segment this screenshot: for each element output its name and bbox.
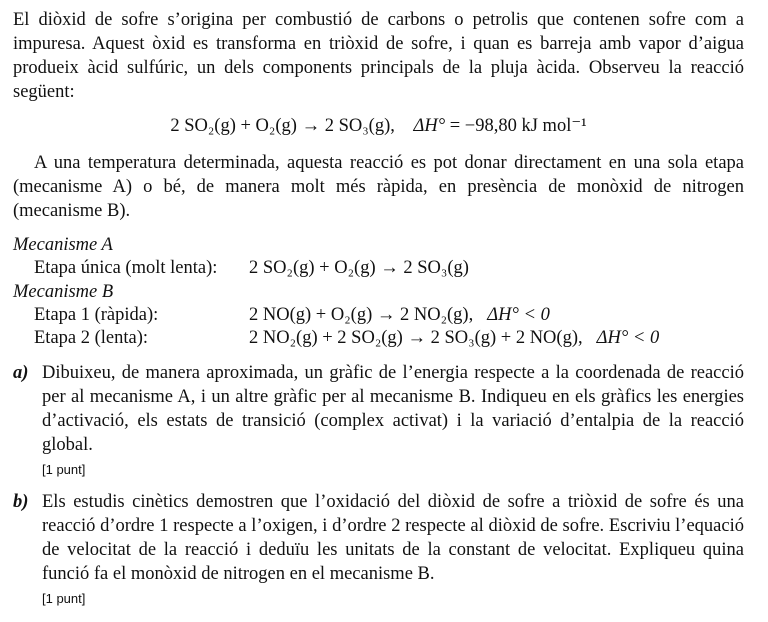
mechanism-b-step-2 [13,327,744,350]
intro-paragraph: El diòxid de sofre s’origina per combustió de carbons o petrolis que contenen sofre com a impuresa. Aquest òxid es transforma en triòxid de sofre, i quan es barreja amb vapor d’aigua produeix àcid sulfúric, un dels components principals de la pluja àcida. Observeu la reacció següent: [13,10,744,102]
reaction-arrow: → [301,116,321,136]
question-b-text: Els estudis cinètics demostren que l’oxidació del diòxid de sofre a triòxid de sofre és una reacció d’ordre 1 respecte a l’oxigen, i d’ordre 2 respecte al diòxid de sofre. Escriviu l’equació de velocitat de la reacció i deduïu les unitats de la constant de velocitat. Expliqueu quina funció fa el monòxid de nitrogen en el mecanisme B. [42,492,744,584]
mechanism-b-step-2-enthalpy: ΔH° < 0 [596,328,660,348]
question-a [13,361,744,457]
mechanism-a [13,233,744,280]
question-a-label: a) [13,363,29,383]
question-a-points: [1 punt] [42,462,86,477]
mechanism-b-step-1-equation: 2 NO(g) + O₂(g) → 2 NO₂(g), [249,305,474,325]
mechanism-b-step-1-label: Etapa 1 (ràpida): [34,305,159,325]
mechanism-a-step-equation: 2 SO₂(g) + O₂(g) → 2 SO₃(g) [249,258,469,278]
question-b-points: [1 punt] [42,591,86,606]
mechanism-b-step-2-label: Etapa 2 (lenta): [34,328,149,348]
mechanism-b-title: Mecanisme B [13,282,114,302]
mechanism-b-step-1-content [249,304,744,327]
reaction-right: 2 SO₃(g), [324,116,395,136]
question-b-label: b) [13,492,29,512]
enthalpy-label: ΔH° [413,116,446,136]
question-a-text: Dibuixeu, de manera aproximada, un gràfic de l’energia respecte a la coordenada de reacció per al mecanisme A, i un altre gràfic per al mecanisme B. Indiqueu en els gràfics les energies d’activació, els estats de transició (complex activat) i la variació d’entalpia de la reacció global. [42,363,744,455]
mechanism-paragraph: A una temperatura determinada, aquesta reacció es pot donar directament en una sola etapa (mecanisme A) o bé, de manera molt més ràpida, en presència de monòxid de nitrogen (mecanisme B). [13,153,744,221]
mechanism-a-step-label: Etapa única (molt lenta): [34,258,218,278]
mechanism-b-step-1-enthalpy: ΔH° < 0 [487,305,550,325]
mechanism-b [13,280,744,350]
mechanism-a-step [13,257,744,280]
mechanism-a-title: Mecanisme A [13,235,113,255]
mechanism-b-step-2-content [249,327,744,350]
enthalpy-value: = −98,80 kJ mol⁻¹ [449,116,587,136]
main-reaction-equation [13,114,744,138]
reaction-left: 2 SO₂(g) + O₂(g) [170,116,297,136]
mechanism-b-step-1 [13,304,744,327]
mechanism-b-step-2-equation: 2 NO₂(g) + 2 SO₂(g) → 2 SO₃(g) + 2 NO(g), [249,328,583,348]
question-b [13,490,744,586]
